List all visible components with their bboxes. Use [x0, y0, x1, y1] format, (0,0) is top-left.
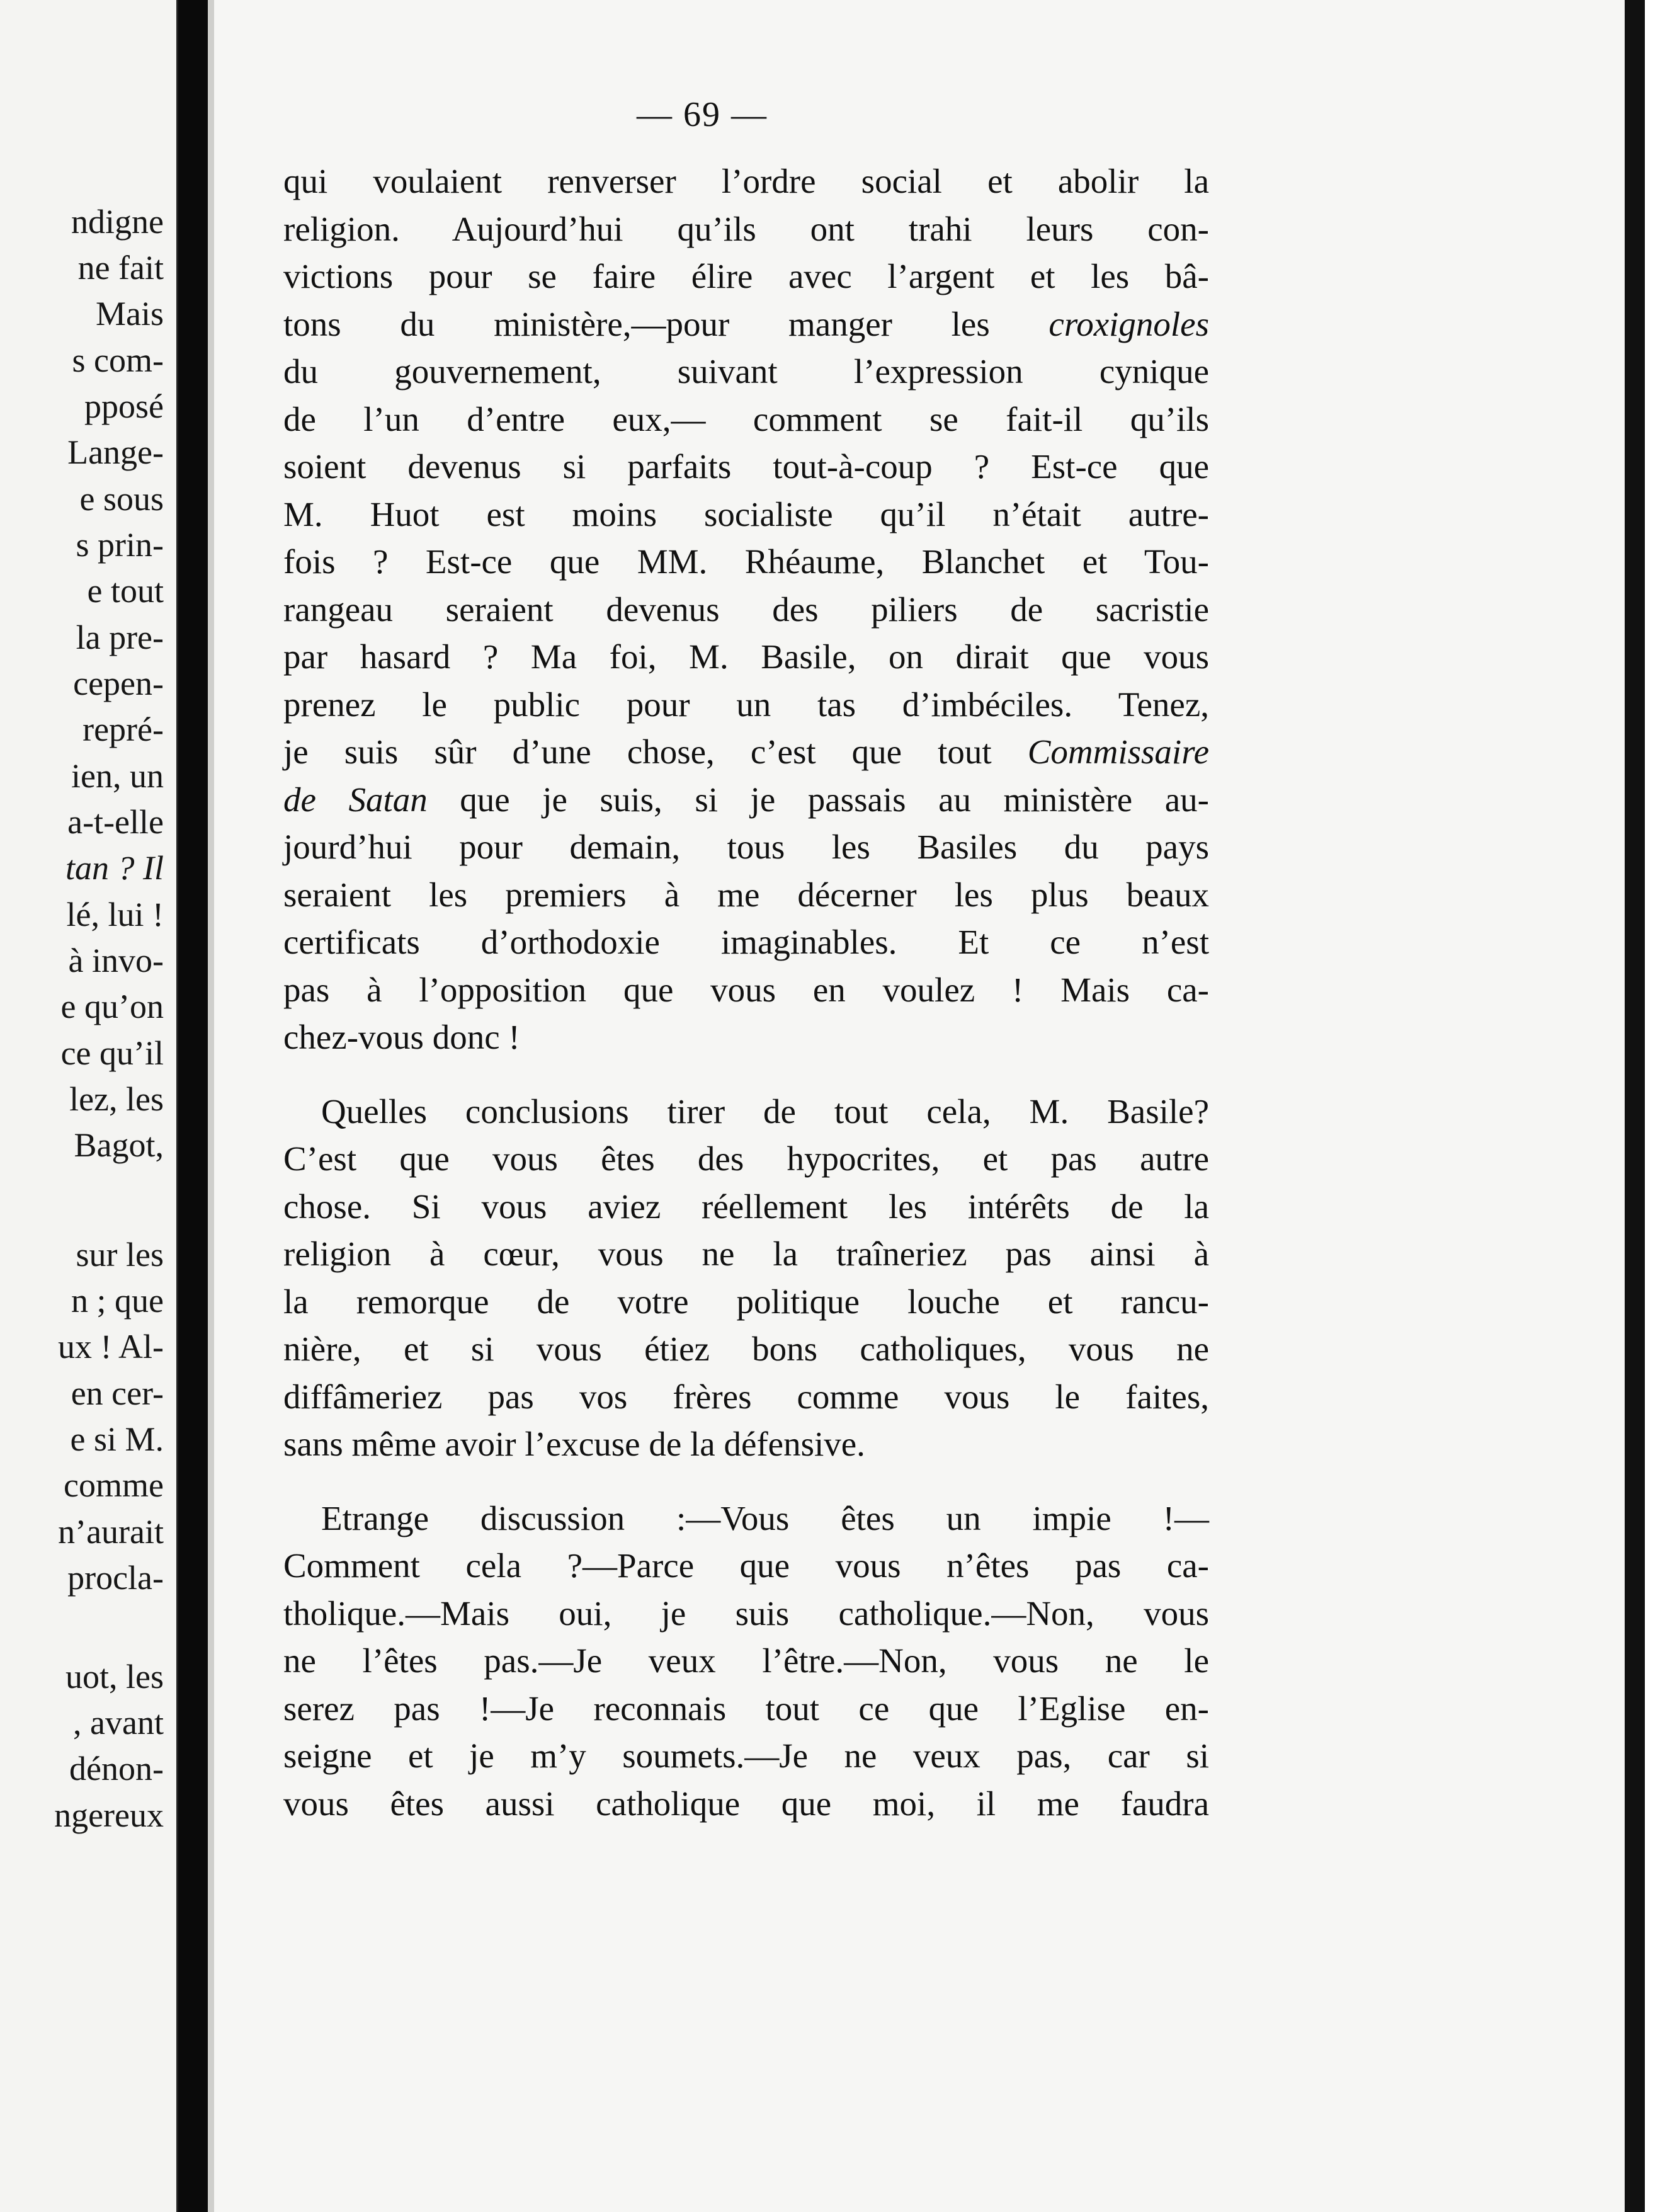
text-line: Quelles conclusions tirer de tout cela, M. Basile?	[321, 1092, 1209, 1131]
text-line: Comment cela ?—Parce que vous n’êtes pas ca-	[283, 1546, 1209, 1585]
text-line: nière, et si vous étiez bons catholiques, vous ne	[283, 1330, 1209, 1368]
prev-line: cepen-	[73, 664, 164, 702]
prev-line: lez, les	[69, 1080, 164, 1118]
text-line: chez-vous donc !	[283, 1018, 520, 1056]
text-line: seraient les premiers à me décerner les plus beaux	[283, 875, 1209, 914]
text-line: vous êtes aussi catholique que moi, il me faudra	[283, 1784, 1209, 1823]
prev-line: s prin-	[76, 526, 164, 564]
page-right-edge	[1625, 0, 1645, 2212]
text-line: prenez le public pour un tas d’imbéciles. Tenez,	[283, 685, 1209, 724]
prev-line: repré-	[82, 710, 164, 748]
prev-line: dénon-	[69, 1750, 164, 1787]
prev-line: Bagot,	[74, 1126, 164, 1164]
text-line: par hasard ? Ma foi, M. Basile, on dirait que vous	[283, 637, 1209, 676]
prev-line: s com-	[72, 341, 164, 379]
book-page	[208, 0, 1645, 2212]
text-line: du gouvernement, suivant l’expression cynique	[283, 352, 1209, 391]
page-edge	[208, 0, 214, 2212]
text-line: certificats d’orthodoxie imaginables. Et ce n’est	[283, 923, 1209, 961]
previous-page-fragment	[0, 0, 178, 2212]
text-line: diffâmeriez pas vos frères comme vous le faites,	[283, 1377, 1209, 1416]
prev-line: n ; que	[71, 1282, 164, 1320]
prev-line: n’aurait	[58, 1513, 164, 1551]
text-line: serez pas !—Je reconnais tout ce que l’Eglise en-	[283, 1689, 1209, 1728]
prev-line: ce qu’il	[60, 1034, 164, 1072]
text-line: religion à cœur, vous ne la traîneriez pas ainsi à	[283, 1234, 1209, 1273]
text-line: Etrange discussion :—Vous êtes un impie !—	[321, 1498, 1209, 1537]
prev-line: tan ? Il	[65, 849, 164, 887]
prev-line: e tout	[87, 572, 164, 610]
text-line: tons du ministère,—pour manger les croxignoles	[283, 304, 1209, 343]
prev-line: Mais	[96, 295, 164, 333]
prev-line: e si M.	[70, 1420, 164, 1458]
text-line: chose. Si vous aviez réellement les intérêts de la	[283, 1187, 1209, 1226]
prev-line: comme	[64, 1466, 164, 1504]
text-line: de l’un d’entre eux,— comment se fait-il qu’ils	[283, 399, 1209, 438]
text-line: jourd’hui pour demain, tous les Basiles du pays	[283, 828, 1209, 866]
prev-line: en cer-	[71, 1374, 164, 1412]
page-number: — 69 —	[637, 95, 768, 134]
text-line: religion. Aujourd’hui qu’ils ont trahi leurs con-	[283, 209, 1209, 248]
text-line: de Satan que je suis, si je passais au ministère au-	[283, 780, 1209, 819]
text-line: ne l’êtes pas.—Je veux l’être.—Non, vous ne le	[283, 1641, 1209, 1680]
text-line: qui voulaient renverser l’ordre social et abolir la	[283, 162, 1209, 200]
prev-line: ien, un	[71, 757, 164, 795]
prev-line: ux ! Al-	[58, 1328, 164, 1365]
prev-line: Lange-	[67, 433, 164, 471]
prev-line: lé, lui !	[66, 896, 164, 933]
text-line: rangeau seraient devenus des piliers de sacristie	[283, 590, 1209, 629]
text-line: seigne et je m’y soumets.—Je ne veux pas, car si	[283, 1736, 1209, 1775]
text-line: pas à l’opposition que vous en voulez ! Mais ca-	[283, 970, 1209, 1009]
text-line: soient devenus si parfaits tout-à-coup ? Est-ce que	[283, 447, 1209, 486]
text-line: C’est que vous êtes des hypocrites, et pas autre	[283, 1139, 1209, 1178]
text-line: je suis sûr d’une chose, c’est que tout Commissaire	[283, 733, 1209, 771]
prev-line: à invo-	[68, 942, 164, 979]
prev-line: pposé	[84, 387, 164, 425]
prev-line: procla-	[67, 1559, 164, 1597]
text-line: la remorque de votre politique louche et rancu-	[283, 1282, 1209, 1321]
prev-line: a-t-elle	[67, 803, 164, 841]
prev-line: , avant	[73, 1704, 164, 1742]
body-text	[283, 157, 1209, 1827]
text-line: victions pour se faire élire avec l’argent et les bâ-	[283, 257, 1209, 295]
prev-line: uot, les	[65, 1658, 164, 1696]
prev-line: e sous	[79, 480, 164, 518]
prev-line: ndigne	[71, 203, 164, 241]
text-line: sans même avoir l’excuse de la défensive.	[283, 1425, 865, 1463]
text-line: tholique.—Mais oui, je suis catholique.—Non, vous	[283, 1593, 1209, 1633]
prev-line: e qu’on	[60, 988, 164, 1025]
text-line: M. Huot est moins socialiste qu’il n’était autre-	[283, 494, 1209, 533]
prev-line: ne fait	[77, 249, 164, 287]
prev-line: ngereux	[54, 1796, 164, 1834]
prev-line: la pre-	[76, 619, 164, 656]
text-line: fois ? Est-ce que MM. Rhéaume, Blanchet et Tou-	[283, 542, 1209, 581]
prev-line: sur les	[76, 1236, 164, 1274]
